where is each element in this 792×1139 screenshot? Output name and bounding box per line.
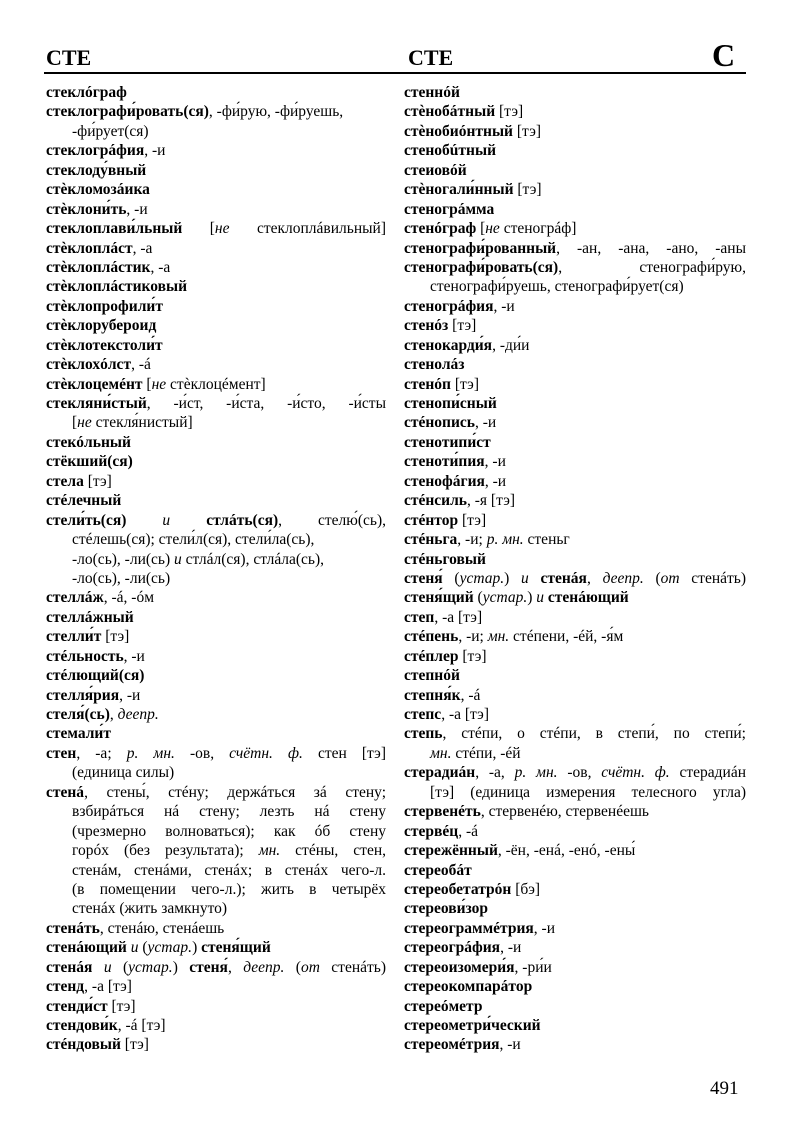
entry-line: стендови́к, -á [тэ]	[46, 1017, 166, 1034]
entry-line: стенди́ст [тэ]	[46, 997, 136, 1015]
left-column	[46, 83, 386, 1055]
entry-line: стеклогрáфия, -и	[46, 142, 166, 160]
entry-line: стенд, -а [тэ]	[46, 978, 132, 996]
entry-line: стенóз [тэ]	[404, 317, 477, 335]
entry-line: стенобúтный	[404, 142, 497, 160]
entry-line: стенáх (жить замкнуто)	[72, 900, 228, 918]
entry-line: стелля́рия, -и	[46, 686, 141, 704]
entry-line: стѐнобáтный [тэ]	[404, 103, 524, 121]
entry-line: стѐклотекстоли́т	[46, 336, 163, 354]
entry-line: стеиовóй	[404, 161, 467, 179]
entry-line: стеногрáмма	[404, 200, 495, 218]
entry-line: стéлечный	[46, 492, 122, 510]
entry-line: стѐклоцемéнт [не стѐклоцéмент]	[46, 375, 266, 393]
entry-line: стеля́(сь), деепр.	[46, 706, 159, 723]
entry-line: стенóп [тэ]	[404, 375, 479, 393]
entry-line: [не стекля́нистый]	[72, 414, 193, 432]
entry-line: стереогрáфия, -и	[404, 939, 522, 957]
entry-line: стен, -а; р. мн. -ов, счётн. ф. стен [тэ]	[46, 744, 386, 762]
entry-line: -ло(сь), -ли(сь) и стлáл(ся), стлáла(сь),	[72, 550, 324, 568]
entry-line: -ло(сь), -ли(сь)	[72, 569, 171, 587]
entry-line: стеноти́пия, -и	[404, 453, 506, 471]
entry-line: стенáм, стенáми, стенáх; в стенáх чего-л.	[72, 861, 386, 879]
entry-line: стервéц, -á	[404, 822, 478, 840]
entry-line: стекляни́стый, -и́ст, -и́ста, -и́сто, -и́сты	[46, 395, 386, 412]
entry-line: стереобетатрóн [бэ]	[404, 880, 541, 898]
entry-line: стеня́щий (устар.) и стенáющий	[404, 589, 629, 607]
entry-line: стенокарди́я, -ди́и	[404, 336, 530, 354]
entry-line: стенóграф [не стеногрáф]	[404, 220, 577, 238]
entry-line: стереобáт	[404, 861, 472, 879]
entry-line: стéнопись, -и	[404, 414, 497, 432]
entry-line: стѐногали́нный [тэ]	[404, 181, 542, 199]
entry-line: стенáть, стенáю, стенáешь	[46, 919, 225, 937]
entry-line: степс, -а [тэ]	[404, 706, 489, 723]
entry-line: стеногрáфия, -и	[404, 297, 515, 315]
entry-line: мн. стéпи, -éй	[430, 744, 521, 762]
entry-line: (чрезмерно волноваться); как óб стену	[72, 822, 386, 840]
entry-line: стерадиáн, -а, р. мн. -ов, счётн. ф. стерадиáн	[404, 764, 747, 782]
entry-line: стеклоду́вный	[46, 161, 147, 179]
entry-line: стеклографи́ровать(ся), -фи́рую, -фи́руешь,	[46, 103, 344, 121]
entry-line: стѐклоплáст, -а	[46, 239, 153, 257]
entry-line: стенотипи́ст	[404, 433, 491, 451]
entry-line: стереоизомери́я, -ри́и	[404, 958, 552, 976]
entry-line: стенолáз	[404, 356, 465, 374]
entry-line: степ, -а [тэ]	[404, 608, 483, 626]
entry-line: стелли́т [тэ]	[46, 628, 130, 646]
entry-line: стéндовый [тэ]	[46, 1036, 149, 1054]
entry-line: стéльность, -и	[46, 647, 145, 665]
entry-line: стенофáгия, -и	[404, 472, 507, 490]
entry-line: стереометри́ческий	[404, 1017, 541, 1034]
right-column	[404, 83, 746, 1055]
entry-line: стѐклоплáстиковый	[46, 278, 188, 296]
entry-line: стели́ть(ся) и стлáть(ся), стелю́(сь),	[46, 511, 387, 529]
entry-line: стенáющий и (устар.) стеня́щий	[46, 939, 271, 957]
entry-line: степнóй	[404, 667, 460, 685]
running-head-left: СТЕ	[46, 45, 92, 70]
entry-line: стéлющий(ся)	[46, 667, 145, 685]
entry-line: стенографи́руешь, стенографи́рует(ся)	[430, 278, 684, 296]
entry-line: стемали́т	[46, 725, 111, 743]
entry-line: стéнтор [тэ]	[404, 511, 487, 529]
entry-line: стеклоплави́льный [не стеклоплáвильный]	[46, 220, 386, 238]
entry-line: стѐклорубероид	[46, 317, 157, 335]
entry-line: стéпень, -и; мн. стéпени, -éй, -я́м	[404, 628, 624, 646]
entry-line: стенопи́сный	[404, 395, 497, 412]
entry-line: степня́к, -á	[404, 686, 481, 704]
entry-line: стекóльный	[46, 433, 131, 451]
entry-line: стереокомпарáтор	[404, 978, 533, 996]
entry-line: [тэ] (единица измерения телесного угла)	[430, 783, 746, 801]
entry-line: стѐкломозáика	[46, 181, 150, 199]
entry-line: стѐклоплáстик, -а	[46, 258, 171, 276]
entry-line: (единица силы)	[72, 764, 175, 782]
entry-line: стереомéтрия, -и	[404, 1036, 521, 1054]
entry-line: стереограммéтрия, -и	[404, 919, 555, 937]
section-letter: С	[712, 37, 736, 73]
entry-line: (в помещении чего-л.); жить в четырёх	[72, 880, 386, 898]
entry-line: стѐнобиóнтный [тэ]	[404, 122, 542, 140]
running-head-right: СТЕ	[408, 45, 454, 70]
entry-line: стéлешь(ся); стели́л(ся), стели́ла(сь),	[72, 531, 315, 549]
entry-line: стела [тэ]	[46, 472, 112, 490]
entry-line: горóх (без результата); мн. стéны, стен,	[72, 842, 386, 860]
entry-line: взбирáться нá стену; лезть нá стену	[72, 803, 386, 821]
entry-line: стѐклопрофили́т	[46, 297, 163, 315]
entry-line: стѐклохóлст, -á	[46, 356, 151, 374]
entry-line: стережённый, -ён, -енá, -енó, -ены́	[404, 842, 636, 860]
entry-line: стеллáж, -á, -óм	[46, 589, 155, 607]
entry-line: стéплер [тэ]	[404, 647, 487, 665]
entry-line: степь, стéпи, о стéпи, в степи́, по степи́;	[404, 725, 746, 743]
entry-line: стереóметр	[404, 997, 483, 1015]
entry-line: стенáя и (устар.) стеня́, деепр. (от стенáть)	[46, 958, 387, 976]
entry-line: стервенéть, стервенéю, стервенéешь	[404, 803, 649, 821]
entry-line: стéнсиль, -я [тэ]	[404, 492, 516, 510]
entry-line: стенá, стены́, стéну; держáться зá стену;	[46, 783, 386, 801]
entry-line: стёкший(ся)	[46, 453, 133, 471]
entry-line: стéньга, -и; р. мн. стеньг	[404, 531, 570, 549]
entry-line: стеня́ (устар.) и стенáя, деепр. (от стенáть)	[404, 569, 747, 587]
entry-line: стереови́зор	[404, 900, 489, 918]
page-number: 491	[710, 1078, 739, 1099]
entry-line: стенографи́ровать(ся), стенографи́рую,	[404, 258, 746, 276]
entry-line: стѐклони́ть, -и	[46, 200, 148, 218]
entry-line: стéньговый	[404, 550, 486, 568]
header-rule	[44, 72, 746, 74]
entry-line: стенографи́рованный, -ан, -ана, -ано, -аны	[404, 239, 746, 257]
entry-line: -фи́рует(ся)	[72, 122, 149, 140]
entry-line: стеллáжный	[46, 608, 134, 626]
entry-line: стеннóй	[404, 84, 460, 101]
entry-line: стеклóграф	[46, 84, 127, 101]
